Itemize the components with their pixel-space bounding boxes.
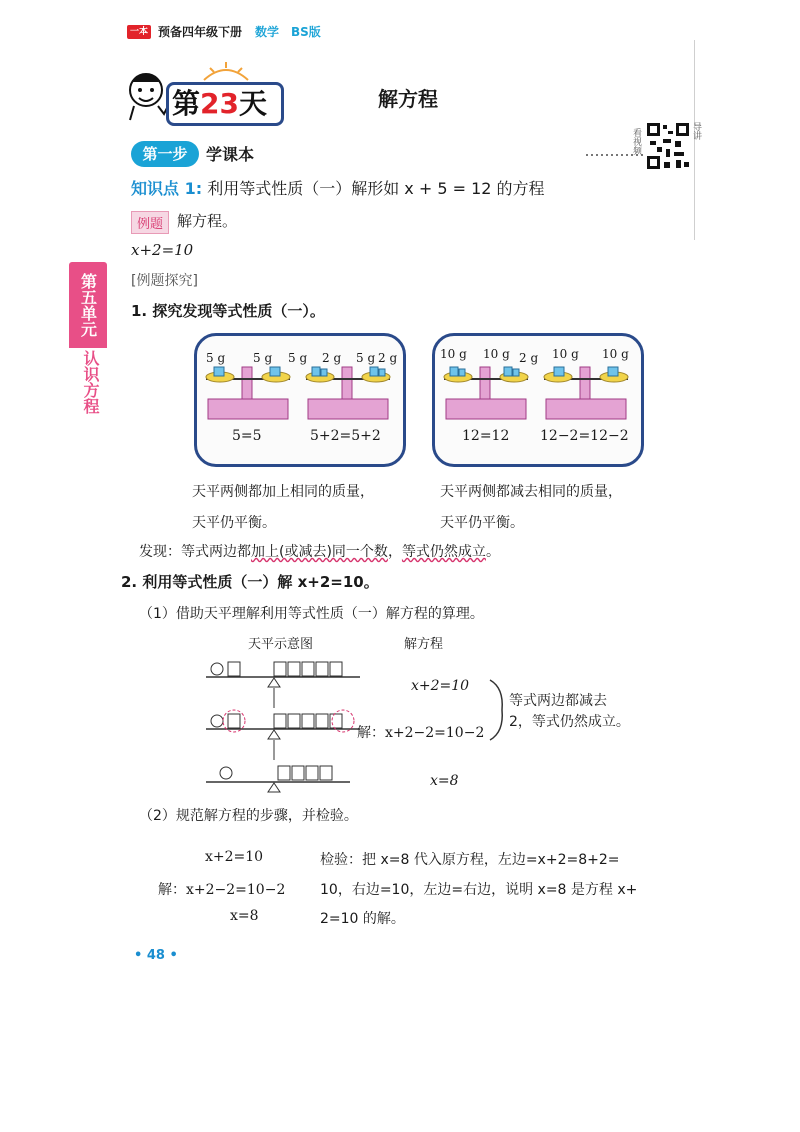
weight-label: 2 g [378, 351, 398, 365]
knowledge-point: 知识点 1: 利用等式性质（一）解形如 x + 5 = 12 的方程 [131, 179, 545, 198]
weight-label: 5 g [253, 351, 273, 365]
brand-badge: 一本 [127, 25, 151, 39]
solve-equation-c: x=8 [430, 773, 459, 789]
unit-tab [69, 262, 107, 348]
weight-label: 2 g [519, 351, 539, 365]
subsection1-heading: （1）借助天平理解利用等式性质（一）解方程的算理。 [139, 606, 484, 622]
sun-rays-icon [196, 60, 256, 82]
balance-caption: 12=12 [462, 428, 510, 444]
edition-label: BS版 [291, 25, 321, 39]
day-label: 第23天 [172, 87, 267, 120]
balance-caption: 5+2=5+2 [310, 428, 381, 444]
qr-code-icon[interactable] [646, 122, 690, 170]
margin-line [694, 40, 695, 240]
col-head-solve: 解方程 [404, 637, 444, 652]
example-tag: 例题 [131, 211, 169, 234]
check-line2: 10，右边=10，左边=右边，说明 x=8 是方程 x+ [320, 882, 638, 898]
explore-tag: [例题探究] [131, 273, 198, 289]
section2-heading: 2. 利用等式性质（一）解 x+2=10。 [121, 573, 379, 591]
discovery-text: 发现：等式两边都加上(或减去)同一个数，等式仍然成立。 [139, 544, 500, 560]
weight-label: 10 g [602, 347, 629, 361]
step-label: 学课本 [206, 145, 255, 164]
weight-label: 5 g [288, 351, 308, 365]
weight-label: 2 g [322, 351, 342, 365]
page-number: • 48 • [134, 948, 178, 963]
solve-equation-a: x+2=10 [411, 678, 470, 694]
page-title: 解方程 [378, 87, 438, 111]
unit-tab-label: 第五单元 [78, 273, 98, 337]
subsection2-heading: （2）规范解方程的步骤，并检验。 [139, 808, 358, 824]
book-title: 预备四年级下册 [158, 25, 243, 39]
std-equation-2: 解：x+2−2=10−2 [158, 882, 286, 898]
subject-label: 数学 [255, 25, 280, 39]
weight-label: 10 g [552, 347, 579, 361]
col-head-diagram: 天平示意图 [248, 637, 314, 652]
qr-label-right: 导讲 [691, 122, 701, 140]
weight-label: 10 g [440, 347, 467, 361]
topic-tab-label: 认识方程 [81, 350, 100, 414]
check-line3: 2=10 的解。 [320, 911, 405, 927]
weight-label: 5 g [356, 351, 376, 365]
brace-icon [488, 678, 508, 742]
note-right-line2: 天平仍平衡。 [440, 515, 524, 531]
note-left-line1: 天平两侧都加上相同的质量， [192, 484, 374, 500]
step-pill: 第一步 [131, 141, 199, 167]
balance-schematic [200, 656, 370, 796]
brace-note-line1: 等式两边都减去 [509, 693, 607, 709]
weight-label: 5 g [206, 351, 226, 365]
example-equation: x+2=10 [131, 241, 194, 259]
weight-label: 10 g [483, 347, 510, 361]
section1-heading: 1. 探究发现等式性质（一）。 [131, 302, 325, 320]
solve-equation-b: 解：x+2−2=10−2 [357, 725, 485, 741]
std-equation-1: x+2=10 [205, 849, 264, 865]
balance-caption: 12−2=12−2 [540, 428, 629, 444]
note-left-line2: 天平仍平衡。 [192, 515, 276, 531]
check-line1: 检验：把 x=8 代入原方程，左边=x+2=8+2= [320, 852, 620, 868]
std-equation-3: x=8 [230, 908, 259, 924]
balance-caption: 5=5 [232, 428, 262, 444]
qr-label-left: 看视频 [631, 128, 641, 155]
note-right-line1: 天平两侧都减去相同的质量， [440, 484, 622, 500]
example-text: 解方程。 [177, 212, 238, 230]
brace-note-line2: 2，等式仍然成立。 [509, 714, 630, 730]
